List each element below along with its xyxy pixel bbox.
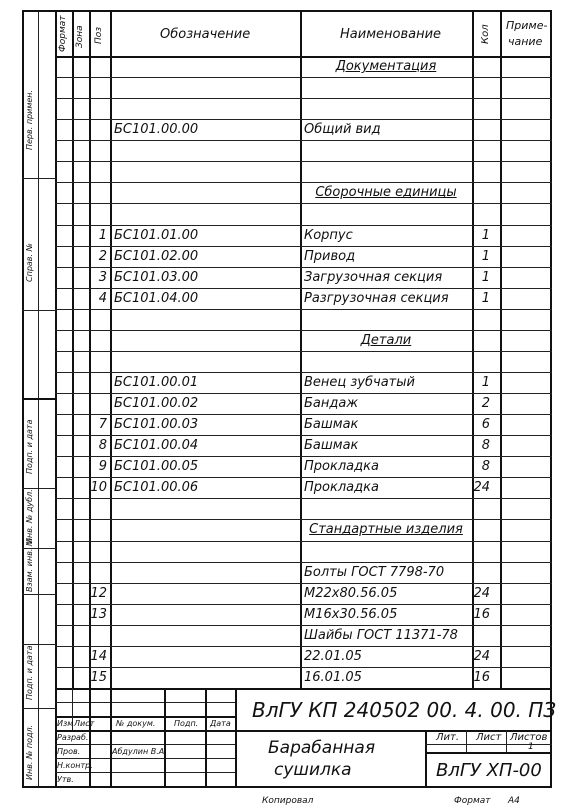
row-designation: БС101.00.06 [114, 480, 199, 496]
row-qty: 24 [473, 585, 490, 601]
side-div-2 [22, 310, 56, 311]
row-pos: 13 [90, 606, 107, 622]
row-pos: 4 [98, 290, 107, 306]
side-label-podp-data-2: Подп. и дата [25, 645, 34, 700]
row-designation: БС101.00.04 [114, 438, 199, 454]
row-pos: 15 [90, 669, 107, 685]
side-div-8 [22, 708, 56, 709]
row-line [55, 330, 552, 331]
tb-col-list-label: Лист [74, 719, 95, 728]
row-pos: 12 [90, 585, 107, 601]
row-name: 16.01.05 [304, 669, 362, 685]
title-block-top [55, 688, 552, 690]
row-line [55, 98, 552, 99]
frame-top [55, 10, 552, 12]
tb-col-doc [110, 688, 112, 786]
tb-col-izm-label: Изм [57, 719, 74, 728]
tb-row-5 [55, 758, 235, 759]
header-pos: Поз [94, 26, 104, 44]
row-qty: 8 [481, 459, 490, 475]
row-line [55, 604, 552, 605]
row-line [55, 372, 552, 373]
row-name: М16х30.56.05 [304, 606, 398, 622]
row-qty: 1 [481, 269, 490, 285]
section-heading: Сборочные единицы [315, 185, 457, 201]
row-qty: 1 [481, 290, 490, 306]
header-zone: Зона [75, 25, 85, 48]
row-line [55, 646, 552, 647]
row-line [55, 498, 552, 499]
row-designation: БС101.00.02 [114, 396, 199, 412]
row-line [55, 625, 552, 626]
row-name: Башмак [304, 438, 359, 454]
row-qty: 2 [481, 396, 490, 412]
row-line [55, 667, 552, 668]
row-line [55, 267, 552, 268]
side-label-podp-data-1: Подп. и дата [25, 419, 34, 474]
row-line [55, 309, 552, 310]
side-label-inv-dubl: Инв. № дубл. [25, 489, 34, 544]
row-line [55, 519, 552, 520]
tb-row-2 [55, 716, 235, 718]
tb-utv-label: Утв. [57, 775, 74, 784]
row-designation: БС101.00.03 [114, 417, 199, 433]
row-qty: 1 [481, 248, 490, 264]
section-heading: Детали [360, 332, 412, 348]
tb-n-kontr-label: Н.контр. [57, 761, 93, 770]
row-name: М22х80.56.05 [304, 585, 398, 601]
row-line [55, 393, 552, 394]
tb-col-org [425, 730, 427, 786]
tb-listov-label: Листов [510, 732, 548, 743]
row-qty: 24 [473, 480, 490, 496]
row-qty: 1 [481, 227, 490, 243]
row-name: Привод [304, 248, 356, 264]
row-pos: 3 [98, 269, 107, 285]
header-name: Наименование [340, 27, 442, 42]
col-line-name [300, 10, 302, 688]
tb-list-label: Лист [476, 732, 502, 743]
row-line [55, 414, 552, 415]
row-line [55, 541, 552, 542]
row-line [55, 246, 552, 247]
tb-lit-label: Лит. [436, 732, 460, 743]
row-designation: БС101.00.05 [114, 459, 199, 475]
row-pos: 9 [98, 459, 107, 475]
row-name: Прокладка [304, 459, 379, 475]
row-line [55, 225, 552, 226]
side-div-1 [22, 178, 56, 179]
row-line [55, 119, 552, 120]
tb-listov-value: 1 [528, 742, 534, 752]
footer-format-label: Формат [454, 796, 491, 806]
row-line [55, 203, 552, 204]
row-qty: 1 [481, 375, 490, 390]
frame-bottom [55, 786, 552, 788]
row-line [55, 351, 552, 352]
row-line [55, 77, 552, 78]
row-pos: 2 [98, 248, 107, 264]
footer-kopiroval: Копировал [262, 796, 314, 806]
row-name: 22.01.05 [304, 648, 362, 664]
row-line [55, 140, 552, 141]
tb-col-podp [164, 688, 166, 786]
row-pos: 10 [90, 480, 107, 496]
tb-col-list [89, 688, 91, 786]
row-line [55, 583, 552, 584]
row-line [55, 456, 552, 457]
side-div-3 [22, 398, 56, 400]
row-pos: 1 [98, 227, 107, 243]
tb-prov-label: Пров. [57, 747, 81, 756]
row-designation: БС101.00.00 [114, 122, 199, 138]
row-line [55, 161, 552, 162]
side-strip-bottom [22, 786, 56, 788]
tb-lit-line-2 [425, 752, 552, 754]
side-label-sprav-no: Справ. № [25, 243, 34, 282]
row-name: Венец зубчатый [304, 375, 415, 390]
row-line [55, 288, 552, 289]
row-line [55, 562, 552, 563]
header-note-2: чание [508, 35, 543, 48]
side-label-inv-podl: Инв. № подл. [25, 724, 34, 780]
row-name: Шайбы ГОСТ 11371-78 [304, 627, 458, 643]
col-line-note [500, 10, 502, 688]
side-strip-top [22, 10, 56, 12]
row-pos: 14 [90, 648, 107, 664]
tb-row-1 [55, 702, 235, 703]
row-designation: БС101.03.00 [114, 269, 199, 285]
frame-right [550, 10, 552, 788]
tb-lit-col-2 [506, 730, 507, 752]
tb-org: ВлГУ ХП-00 [436, 760, 542, 781]
header-format: Формат [58, 15, 68, 52]
row-pos: 8 [98, 438, 107, 454]
side-div-6 [22, 594, 56, 595]
header-qty: Кол [480, 24, 491, 44]
row-name: Бандаж [304, 396, 359, 412]
header-note-1: Приме- [506, 19, 548, 32]
row-designation: БС101.02.00 [114, 248, 199, 264]
row-qty: 8 [481, 438, 490, 454]
row-name: Разгрузочная секция [304, 290, 449, 306]
row-qty: 6 [481, 417, 490, 433]
row-name: Прокладка [304, 480, 379, 496]
tb-doc-code: ВлГУ КП 240502 00. 4. 00. ПЗ [252, 698, 557, 722]
row-name: Загрузочная секция [304, 269, 443, 285]
tb-col-data [205, 688, 207, 786]
tb-razrab-label: Разраб. [57, 733, 89, 742]
col-line-zone [72, 10, 74, 688]
row-designation: БС101.00.01 [114, 375, 199, 390]
row-line [55, 435, 552, 436]
side-label-vzam-inv: Взам. инв. № [25, 537, 34, 592]
tb-prov-name: Абдулин В.А. [112, 747, 167, 756]
side-label-perv-primen: Перв. примен. [25, 89, 34, 150]
row-designation: БС101.01.00 [114, 227, 199, 243]
header-designation: Обозначение [160, 27, 251, 42]
row-name: Общий вид [304, 122, 381, 138]
tb-col-main [235, 688, 237, 786]
row-line [55, 477, 552, 478]
section-heading: Документация [335, 59, 437, 74]
tb-row-4 [55, 744, 235, 745]
footer-format-value: А4 [508, 796, 520, 806]
row-name: Корпус [304, 227, 353, 243]
tb-col-podp-label: Подп. [174, 719, 199, 728]
row-designation: БС101.04.00 [114, 290, 199, 306]
row-name: Болты ГОСТ 7798-70 [304, 564, 445, 580]
tb-title-line-2: сушилка [274, 760, 352, 780]
row-pos: 7 [98, 417, 107, 433]
row-qty: 16 [473, 669, 490, 685]
header-bottom-line [55, 56, 552, 58]
col-line-designation [110, 10, 112, 688]
row-qty: 24 [473, 648, 490, 664]
row-qty: 16 [473, 606, 490, 622]
row-name: Башмак [304, 417, 359, 433]
tb-row-6 [55, 772, 235, 773]
section-heading: Стандартные изделия [309, 522, 463, 538]
tb-title-line-1: Барабанная [268, 738, 376, 758]
row-line [55, 182, 552, 183]
tb-col-doc-label: № докум. [116, 719, 156, 728]
tb-col-data-label: Дата [210, 719, 231, 728]
tb-lit-col-1 [466, 730, 467, 752]
